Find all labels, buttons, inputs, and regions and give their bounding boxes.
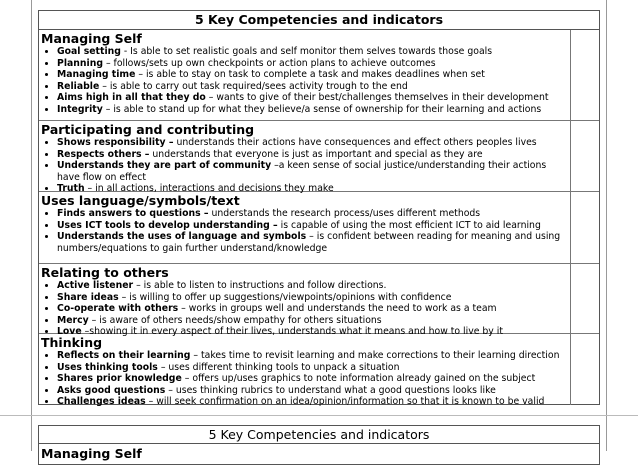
section-heading: Participating and contributing — [41, 122, 255, 137]
next-page-section-heading: Managing Self — [41, 446, 142, 461]
list-item: • Planning – follows/sets up own checkpoints or action plans to achieve outcomes — [57, 58, 571, 70]
list-item: • Truth – in all actions, interactions and decisions they make — [57, 183, 571, 195]
table-title: 5 Key Competencies and indicators — [39, 11, 599, 30]
check-cell — [570, 334, 599, 405]
list-item: • Mercy – is aware of others needs/show empathy for others situations — [57, 315, 571, 327]
list-item: • Active listener – is able to listen to instructions and follow directions. — [57, 280, 571, 292]
list-item: • Reliable – is able to carry out task required/sees activity trough to the end — [57, 81, 571, 93]
next-page-table — [38, 425, 600, 465]
page-left-rule — [31, 0, 32, 451]
list-item: • Uses thinking tools – uses different thinking tools to unpack a situation — [57, 362, 571, 374]
list-item: • Love –showing it in every aspect of their lives, understands what it means and how to live by it — [57, 326, 571, 338]
check-cell — [570, 121, 599, 191]
section-heading: Relating to others — [41, 265, 169, 280]
indicator-list — [41, 137, 571, 195]
list-item: • Shares prior knowledge – offers up/uses graphics to note information already gained on the subject — [57, 373, 571, 385]
check-cell — [570, 30, 599, 120]
page-break — [0, 415, 638, 416]
section-heading: Uses language/symbols/text — [41, 193, 240, 208]
indicator-list — [41, 350, 571, 408]
page-right-rule — [606, 0, 607, 451]
list-item: • Respects others – understands that everyone is just as important and special as they are — [57, 149, 571, 161]
indicator-list — [41, 46, 571, 115]
list-item: • Co-operate with others – works in groups well and understands the need to work as a team — [57, 303, 571, 315]
section-heading: Thinking — [41, 335, 103, 350]
list-item: • Share ideas – is willing to offer up suggestions/viewpoints/opinions with confidence — [57, 292, 571, 304]
list-item: • Understands the uses of language and symbols – is confident between reading for meaning and using numbers/equations to gain further understand/knowledge — [57, 231, 571, 254]
next-page-title: 5 Key Competencies and indicators — [39, 426, 599, 444]
list-item: • Reflects on their learning – takes time to revisit learning and make corrections to their learning direction — [57, 350, 571, 362]
list-item: • Finds answers to questions – understands the research process/uses different methods — [57, 208, 571, 220]
section-participating — [39, 121, 599, 192]
indicator-list — [41, 208, 571, 254]
section-relating — [39, 264, 599, 337]
section-language — [39, 192, 599, 264]
list-item: • Uses ICT tools to develop understanding – is capable of using the most efficient ICT to aid learning — [57, 220, 571, 232]
competency-table — [38, 10, 600, 405]
list-item: • Understands they are part of community –a keen sense of social justice/understanding their actions have flow on effect — [57, 160, 571, 183]
section-heading: Managing Self — [41, 31, 142, 46]
list-item: • Aims high in all that they do – wants to give of their best/challenges themselves in their development — [57, 92, 571, 104]
section-thinking — [39, 334, 599, 405]
section-managing-self — [39, 30, 599, 121]
indicator-list — [41, 280, 571, 338]
list-item: • Challenges ideas – will seek confirmation on an idea/opinion/information so that it is known to be valid — [57, 396, 571, 408]
check-cell — [570, 264, 599, 333]
list-item: • Managing time – is able to stay on task to complete a task and makes deadlines when set — [57, 69, 571, 81]
list-item: • Shows responsibility – understands their actions have consequences and effect others peoples lives — [57, 137, 571, 149]
list-item: • Integrity – is able to stand up for what they believe/a sense of ownership for their learning and actions — [57, 104, 571, 116]
list-item: • Asks good questions – uses thinking rubrics to understand what a good questions looks like — [57, 385, 571, 397]
check-cell — [570, 192, 599, 263]
list-item: • Goal setting - Is able to set realistic goals and self monitor them selves towards those goals — [57, 46, 571, 58]
